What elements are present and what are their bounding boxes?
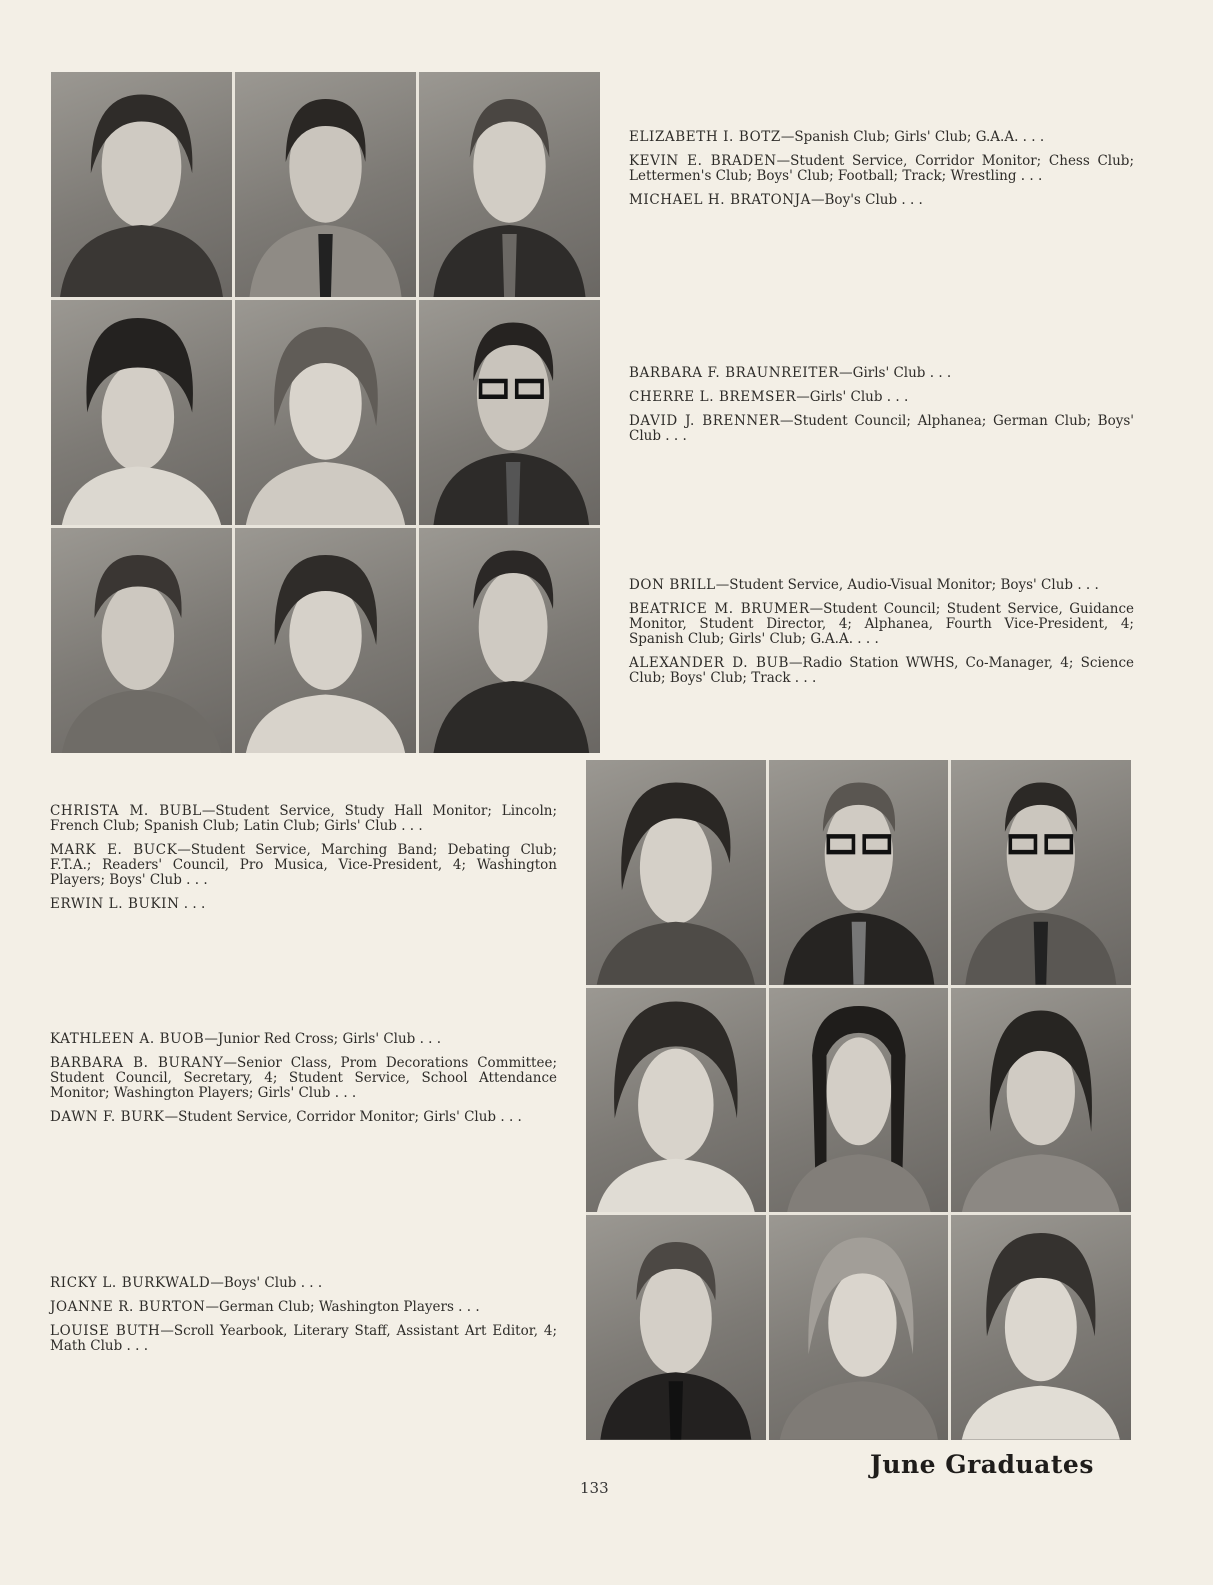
student-activities: —Student Service, Marching Band; Debating Club; F.T.A.; Readers' Council, Pro Musica, Vice-President, 4; Washington Players; Boys' Club . . . [50,842,557,888]
bio-entry [629,390,1134,405]
bio-entry [629,366,1134,381]
bio-entry [629,154,1134,184]
student-name: DAVID J. BRENNER [629,413,781,429]
bio-entry [50,1110,557,1125]
bio-entry [629,193,1134,208]
bio-entry [50,804,557,834]
student-name: CHERRE L. BREMSER [629,389,797,405]
student-name: KATHLEEN A. BUOB [50,1031,205,1047]
student-name: KEVIN E. BRADEN [629,153,777,169]
portrait-photo [769,988,949,1213]
bio-entry [629,130,1134,145]
student-activities: —Junior Red Cross; Girls' Club . . . [204,1031,442,1047]
student-activities: —Girls' Club . . . [839,365,952,381]
student-activities: —Girls' Club . . . [796,389,909,405]
portrait-photo [51,528,232,753]
student-name: ALEXANDER D. BUB [629,655,789,671]
student-activities: —Boys' Club . . . [210,1275,323,1291]
student-name: ELIZABETH I. BOTZ [629,129,781,145]
student-name: BARBARA B. BURANY [50,1055,224,1071]
student-activities: —Student Service, Audio-Visual Monitor; Boys' Club . . . [715,577,1099,593]
bottom-photo-grid [586,760,1131,1440]
student-name: CHRISTA M. BUBL [50,803,202,819]
student-activities: —Student Service, Study Hall Monitor; Lincoln; French Club; Spanish Club; Latin Club; Girls' Club . . . [50,803,558,834]
bio-entry [50,897,557,912]
bio-entry [50,1056,557,1101]
section-title: June Graduates [870,1450,1094,1479]
portrait-photo [951,988,1131,1213]
student-activities: —Scroll Yearbook, Literary Staff, Assistant Art Editor, 4; Math Club . . . [50,1323,558,1354]
student-name: ERWIN L. BUKIN [50,896,180,912]
bio-entry [50,1300,557,1315]
bio-entry [629,414,1134,444]
portrait-photo [769,1215,949,1440]
bio-entry [50,1276,557,1291]
student-name: BARBARA F. BRAUNREITER [629,365,840,381]
portrait-photo [51,300,232,525]
bio-group-6 [50,1276,557,1363]
portrait-photo [235,300,416,525]
student-name: BEATRICE M. BRUMER [629,601,810,617]
portrait-photo [51,72,232,297]
bio-group-5 [50,1032,557,1134]
student-activities: —Spanish Club; Girls' Club; G.A.A. . . . [780,129,1045,145]
top-photo-grid [51,72,600,753]
student-activities: —Boy's Club . . . [811,192,923,208]
bio-entry [629,602,1134,647]
student-name: JOANNE R. BURTON [50,1299,206,1315]
bio-group-1 [629,130,1134,217]
bio-entry [629,656,1134,686]
bio-entry [629,578,1134,593]
bio-group-3 [629,578,1134,695]
portrait-photo [419,300,600,525]
page-number: 133 [580,1479,609,1497]
student-name: LOUISE BUTH [50,1323,161,1339]
portrait-photo [419,528,600,753]
bio-entry [50,1324,557,1354]
portrait-photo [586,1215,766,1440]
student-name: DON BRILL [629,577,716,593]
student-activities: —Student Council; Student Service, Guidance Monitor, Student Director, 4; Alphanea, Fourth Vice-President, 4; Spanish Club; Girls' Club; G.A.A. . . . [629,601,1135,647]
student-name: MARK E. BUCK [50,842,178,858]
portrait-photo [235,528,416,753]
portrait-photo [235,72,416,297]
portrait-photo [586,760,766,985]
student-activities: . . . [179,896,206,912]
bio-group-2 [629,366,1134,453]
student-name: DAWN F. BURK [50,1109,165,1125]
bio-entry [50,1032,557,1047]
student-name: RICKY L. BURKWALD [50,1275,211,1291]
student-activities: —Student Service, Corridor Monitor; Chess Club; Lettermen's Club; Boys' Club; Football; Track; Wrestling . . . [629,153,1134,184]
portrait-photo [769,760,949,985]
portrait-photo [586,988,766,1213]
bio-entry [50,843,557,888]
student-activities: —Radio Station WWHS, Co-Manager, 4; Science Club; Boys' Club; Track . . . [629,655,1134,686]
student-activities: —Student Service, Corridor Monitor; Girls' Club . . . [164,1109,522,1125]
portrait-photo [951,760,1131,985]
student-name: MICHAEL H. BRATONJA [629,192,812,208]
portrait-photo [419,72,600,297]
student-activities: —Senior Class, Prom Decorations Committee; Student Council, Secretary, 4; Student Service, School Attendance Monitor; Washington Players; Girls' Club . . . [50,1055,557,1101]
bio-group-4 [50,804,557,921]
student-activities: —Student Council; Alphanea; German Club; Boys' Club . . . [629,413,1134,444]
student-activities: —German Club; Washington Players . . . [205,1299,480,1315]
portrait-photo [951,1215,1131,1440]
